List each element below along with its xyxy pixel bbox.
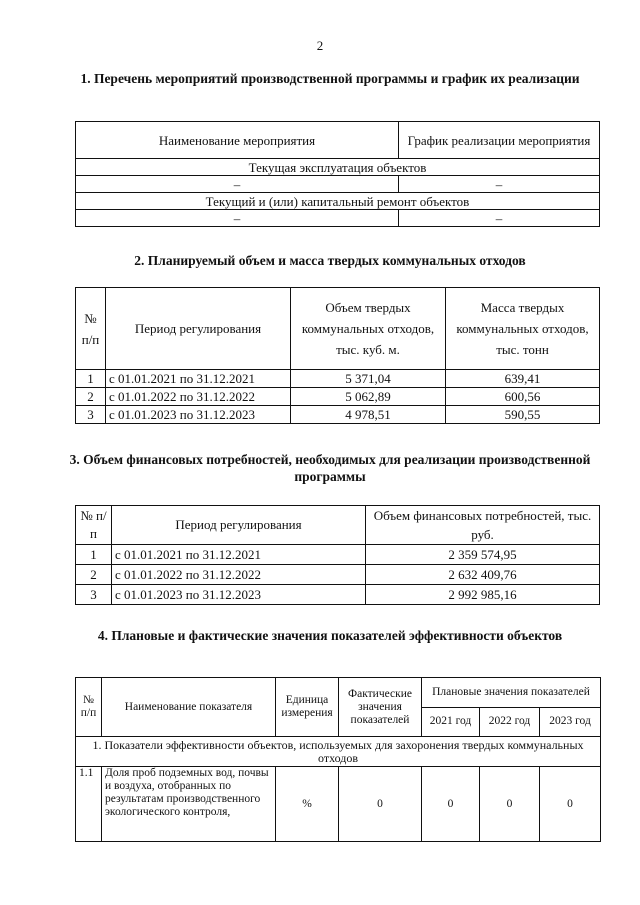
row-unit: %: [276, 767, 339, 842]
header-num: № п/п: [76, 506, 112, 545]
row-num: 1: [76, 545, 112, 565]
row-amount: 2 992 985,16: [366, 585, 600, 605]
group-row: [76, 193, 600, 210]
row-period: с 01.01.2022 по 31.12.2022: [106, 388, 291, 406]
row-num: 3: [76, 585, 112, 605]
table-row: [76, 545, 600, 565]
table-header-row: [76, 678, 601, 708]
header-period: Период регулирования: [112, 506, 366, 545]
header-unit: Единица измерения: [276, 678, 339, 737]
header-volume: Объем твердых коммунальных отходов, тыс. куб. м.: [291, 288, 446, 370]
header-name: Наименование показателя: [102, 678, 276, 737]
dash-cell: –: [76, 210, 399, 227]
row-mass: 600,56: [446, 388, 600, 406]
finance-table: [75, 505, 600, 605]
group-row: [76, 737, 601, 767]
page-number: 2: [316, 38, 324, 53]
table-row: [76, 406, 600, 424]
section1-title: 1. Перечень мероприятий производственной программы и график их реализации: [80, 71, 580, 86]
row-2021: 0: [422, 767, 480, 842]
table-row: [76, 388, 600, 406]
section3-title: 3. Объем финансовых потребностей, необходимых для реализации производственной программы: [69, 452, 591, 484]
row-indicator-name: Доля проб подземных вод, почвы и воздуха, отобранных по результатам производственного экологического контроля,: [102, 767, 276, 842]
row-volume: 5 371,04: [291, 370, 446, 388]
row-period: с 01.01.2023 по 31.12.2023: [112, 585, 366, 605]
row-volume: 4 978,51: [291, 406, 446, 424]
table-row: [76, 585, 600, 605]
header-actual: Фактические значения показателей: [339, 678, 422, 737]
header-2022: 2022 год: [480, 707, 540, 737]
row-volume: 5 062,89: [291, 388, 446, 406]
header-num: № п/п: [76, 288, 106, 370]
row-num: 3: [76, 406, 106, 424]
group-repair: Текущий и (или) капитальный ремонт объектов: [76, 193, 600, 210]
group-landfill-indicators: 1. Показатели эффективности объектов, используемых для захоронения твердых коммунальных отходов: [76, 737, 601, 767]
section4-title: 4. Плановые и фактические значения показателей эффективности объектов: [97, 628, 563, 643]
table-row: [76, 565, 600, 585]
row-period: с 01.01.2022 по 31.12.2022: [112, 565, 366, 585]
row-period: с 01.01.2023 по 31.12.2023: [106, 406, 291, 424]
table-header-row: [76, 122, 600, 159]
section2-title: 2. Планируемый объем и масса твердых коммунальных отходов: [134, 253, 526, 268]
table-row: [76, 370, 600, 388]
row-num: 2: [76, 388, 106, 406]
waste-table: [75, 287, 600, 424]
row-amount: 2 632 409,76: [366, 565, 600, 585]
group-row: [76, 159, 600, 176]
table-header-row: [76, 288, 600, 370]
row-mass: 639,41: [446, 370, 600, 388]
dash-cell: –: [399, 210, 600, 227]
table-header-row: [76, 506, 600, 545]
events-table: [75, 121, 600, 227]
row-num: 1: [76, 370, 106, 388]
row-period: с 01.01.2021 по 31.12.2021: [112, 545, 366, 565]
table-row: [76, 767, 601, 842]
header-period: Период регулирования: [106, 288, 291, 370]
table-row: [76, 210, 600, 227]
header-planned: Плановые значения показателей: [422, 678, 601, 708]
indicators-table: [75, 677, 601, 842]
row-num: 2: [76, 565, 112, 585]
header-num: № п/п: [76, 678, 102, 737]
group-current-operation: Текущая эксплуатация объектов: [76, 159, 600, 176]
row-2022: 0: [480, 767, 540, 842]
table-row: [76, 176, 600, 193]
header-schedule: График реализации мероприятия: [399, 122, 600, 159]
header-2023: 2023 год: [540, 707, 601, 737]
row-actual: 0: [339, 767, 422, 842]
dash-cell: –: [399, 176, 600, 193]
row-amount: 2 359 574,95: [366, 545, 600, 565]
header-mass: Масса твердых коммунальных отходов, тыс. тонн: [446, 288, 600, 370]
row-mass: 590,55: [446, 406, 600, 424]
dash-cell: –: [76, 176, 399, 193]
row-num: 1.1: [76, 767, 102, 842]
row-2023: 0: [540, 767, 601, 842]
header-2021: 2021 год: [422, 707, 480, 737]
header-amount: Объем финансовых потребностей, тыс. руб.: [366, 506, 600, 545]
row-period: с 01.01.2021 по 31.12.2021: [106, 370, 291, 388]
header-event-name: Наименование мероприятия: [76, 122, 399, 159]
